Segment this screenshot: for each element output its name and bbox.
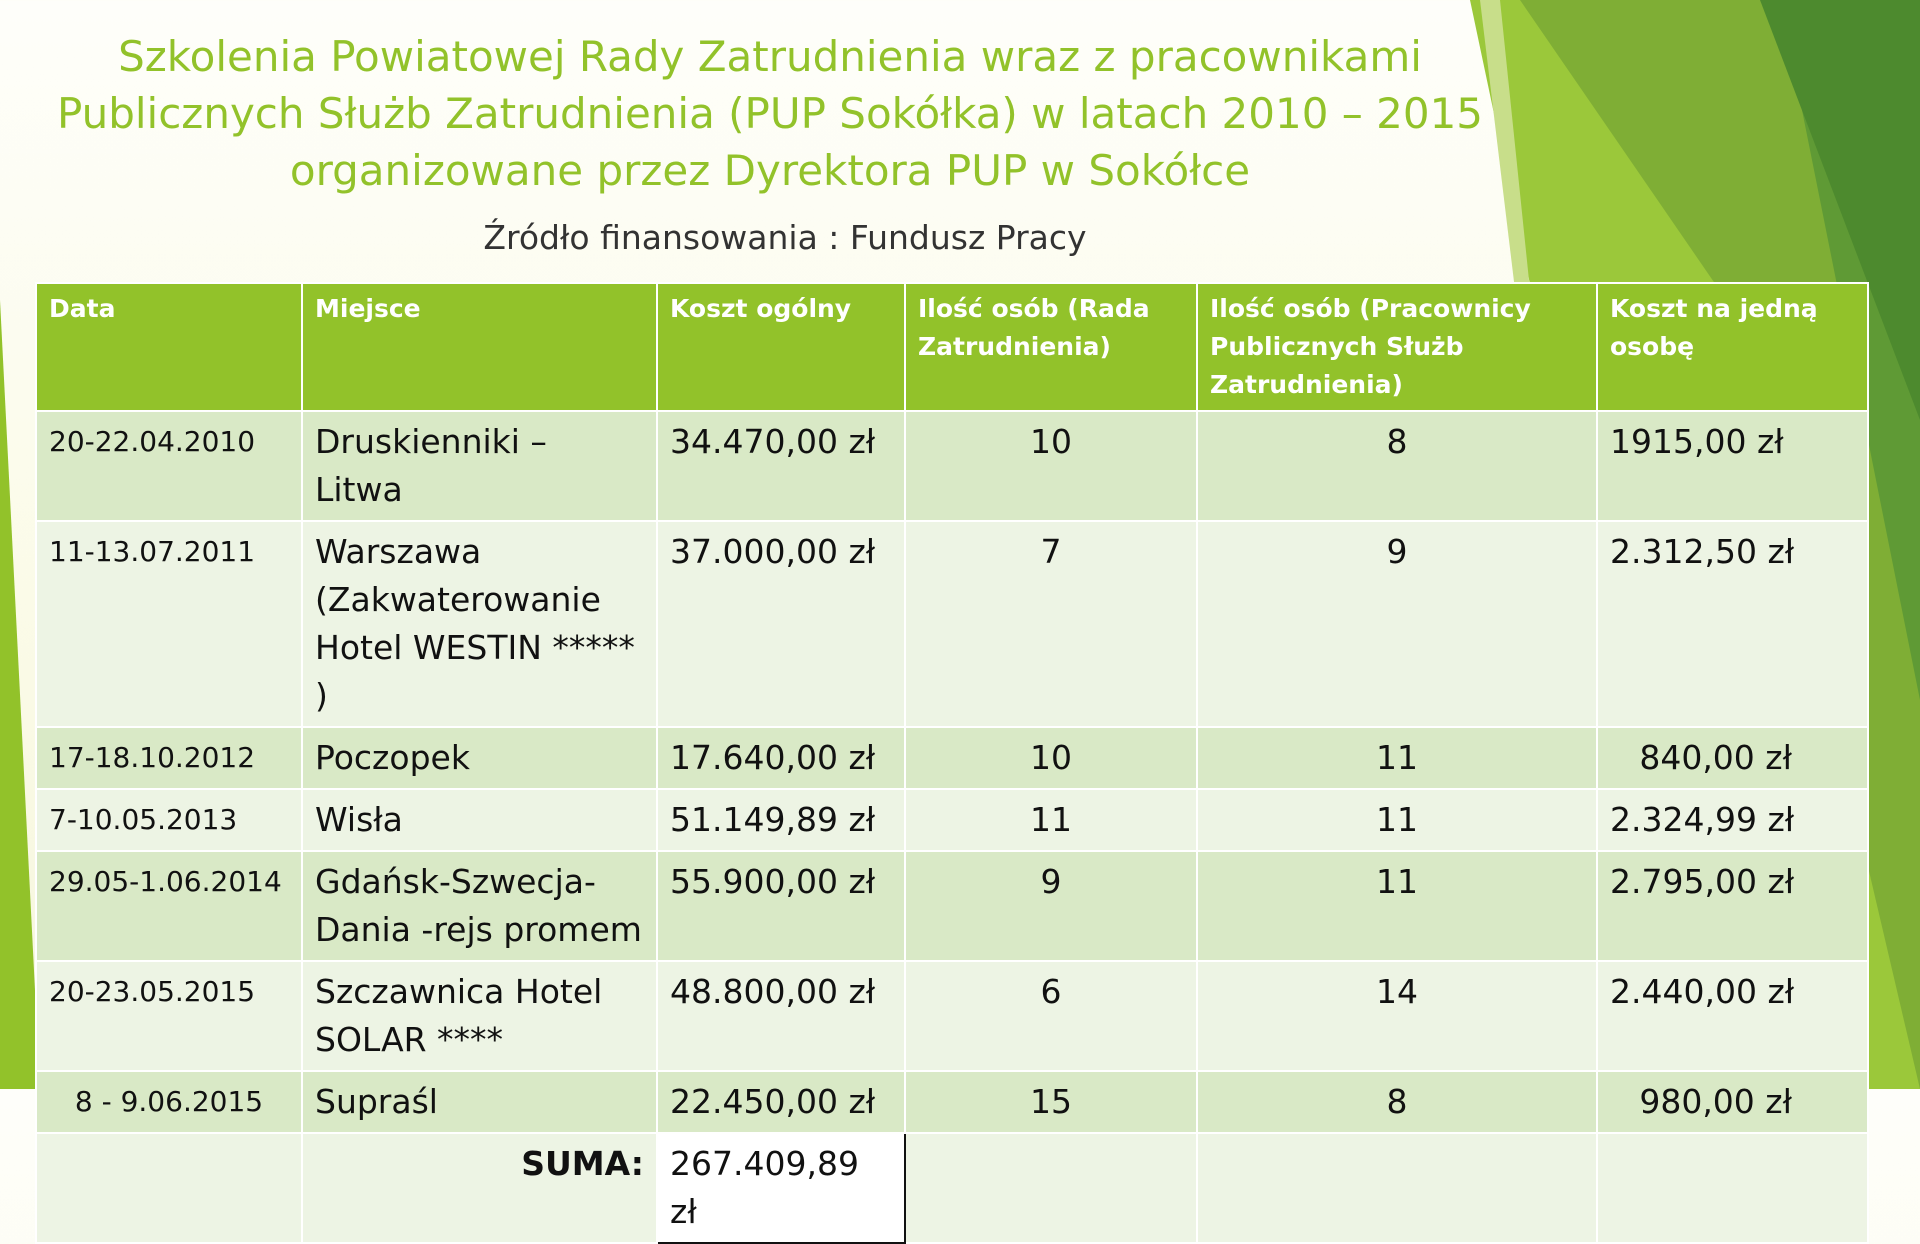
- cell-staff: 11: [1197, 851, 1597, 961]
- cell-date: 20-22.04.2010: [36, 411, 302, 521]
- cell-date: 11-13.07.2011: [36, 521, 302, 727]
- table-header-row: [36, 283, 1868, 411]
- cell-per-person: 840,00 zł: [1597, 727, 1868, 789]
- title-line-1: Szkolenia Powiatowej Rady Zatrudnienia wraz z pracownikami: [118, 32, 1422, 81]
- header-total-cost: Koszt ogólny: [657, 283, 905, 411]
- cell-place: Warszawa (Zakwaterowanie Hotel WESTIN ***** ): [302, 521, 657, 727]
- total-value: 267.409,89 zł: [657, 1133, 905, 1243]
- cell-empty: [905, 1133, 1197, 1243]
- cell-council: 10: [905, 727, 1197, 789]
- header-staff-count: Ilość osób (Pracownicy Publicznych Służb Zatrudnienia): [1197, 283, 1597, 411]
- cell-council: 7: [905, 521, 1197, 727]
- cell-council: 11: [905, 789, 1197, 851]
- cell-place: Supraśl: [302, 1071, 657, 1133]
- cell-cost: 34.470,00 zł: [657, 411, 905, 521]
- cell-staff: 8: [1197, 411, 1597, 521]
- cell-place: Poczopek: [302, 727, 657, 789]
- cell-per-person: 2.312,50 zł: [1597, 521, 1868, 727]
- cell-council: 15: [905, 1071, 1197, 1133]
- cell-date: 8 - 9.06.2015: [36, 1071, 302, 1133]
- cell-staff: 11: [1197, 789, 1597, 851]
- cell-place: Szczawnica Hotel SOLAR ****: [302, 961, 657, 1071]
- cell-per-person: 2.795,00 zł: [1597, 851, 1868, 961]
- cell-date: 17-18.10.2012: [36, 727, 302, 789]
- cell-date: 7-10.05.2013: [36, 789, 302, 851]
- total-label: SUMA:: [302, 1133, 657, 1243]
- cell-staff: 14: [1197, 961, 1597, 1071]
- cell-council: 10: [905, 411, 1197, 521]
- page-title: [20, 28, 1520, 199]
- table-row: [36, 789, 1868, 851]
- cell-staff: 11: [1197, 727, 1597, 789]
- cell-cost: 55.900,00 zł: [657, 851, 905, 961]
- cell-cost: 48.800,00 zł: [657, 961, 905, 1071]
- cell-date: 29.05-1.06.2014: [36, 851, 302, 961]
- funding-source: Źródło finansowania : Fundusz Pracy: [483, 218, 1087, 257]
- cell-staff: 9: [1197, 521, 1597, 727]
- cell-cost: 22.450,00 zł: [657, 1071, 905, 1133]
- cell-council: 6: [905, 961, 1197, 1071]
- table-row: [36, 851, 1868, 961]
- cell-place: Gdańsk-Szwecja-Dania -rejs promem: [302, 851, 657, 961]
- cell-empty: [1197, 1133, 1597, 1243]
- title-line-2: Publicznych Służb Zatrudnienia (PUP Sokółka) w latach 2010 – 2015: [56, 89, 1484, 138]
- header-council-count: Ilość osób (Rada Zatrudnienia): [905, 283, 1197, 411]
- table-row: [36, 727, 1868, 789]
- header-cost-per-person: Koszt na jedną osobę: [1597, 283, 1868, 411]
- table-row: [36, 961, 1868, 1071]
- header-date: Data: [36, 283, 302, 411]
- header-place: Miejsce: [302, 283, 657, 411]
- table-row: [36, 521, 1868, 727]
- cell-place: Druskienniki – Litwa: [302, 411, 657, 521]
- cell-cost: 51.149,89 zł: [657, 789, 905, 851]
- cell-empty: [1597, 1133, 1868, 1243]
- cell-per-person: 980,00 zł: [1597, 1071, 1868, 1133]
- table-total-row: [36, 1133, 1868, 1243]
- cell-cost: 17.640,00 zł: [657, 727, 905, 789]
- table-row: [36, 1071, 1868, 1133]
- cell-empty: [36, 1133, 302, 1243]
- cell-cost: 37.000,00 zł: [657, 521, 905, 727]
- cell-per-person: 2.440,00 zł: [1597, 961, 1868, 1071]
- cell-place: Wisła: [302, 789, 657, 851]
- cell-date: 20-23.05.2015: [36, 961, 302, 1071]
- cell-council: 9: [905, 851, 1197, 961]
- trainings-table: [35, 282, 1869, 1244]
- cell-staff: 8: [1197, 1071, 1597, 1133]
- cell-per-person: 1915,00 zł: [1597, 411, 1868, 521]
- cell-per-person: 2.324,99 zł: [1597, 789, 1868, 851]
- title-line-3: organizowane przez Dyrektora PUP w Sokółce: [289, 146, 1251, 195]
- table-row: [36, 411, 1868, 521]
